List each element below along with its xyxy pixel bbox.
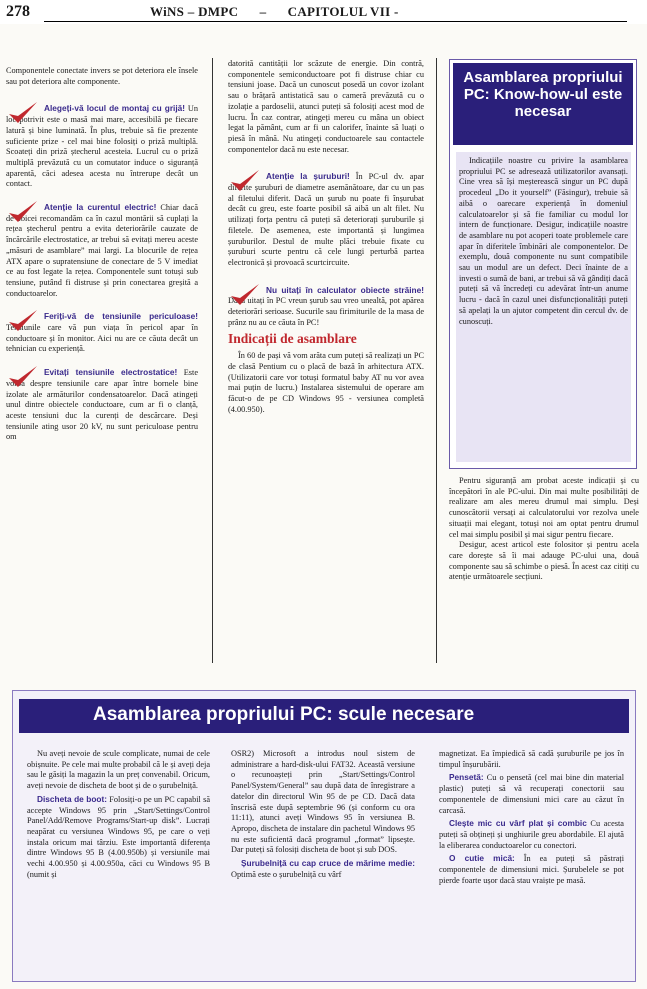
tip-text: Dacă uitați în PC vreun șurub sau vreo unealtă, pot apărea deteriorări serioase. Sucurile sau firimiturile de la masa de prânz nu au ce căuta în PC! xyxy=(228,296,424,327)
tools-panel-title: Asamblarea propriului PC: scule necesare xyxy=(93,704,475,725)
tools-panel xyxy=(12,690,636,982)
tip-section xyxy=(6,202,198,299)
tools-column-2 xyxy=(231,749,415,882)
paragraph: Nu aveți nevoie de scule complicate, numai de cele obișnuite. Pe cele mai multe probabil că le și aveți deja sau le găsiți la magazin la un preț convenabil. Oricum, aveți nevoie de discheta de boot și de o șurubelniță. xyxy=(27,749,210,791)
tip-text: Tensiunile care vă pun viața în pericol apar în conductoare și în monitor. Aici nu are ce căuta decât un tehnician cu experiență. xyxy=(6,323,198,354)
header-rule xyxy=(44,21,627,22)
keyword: Clește mic cu vârf plat și combic xyxy=(449,818,587,829)
tip-title: Evitați tensiunile electrostatice! xyxy=(44,367,178,378)
tools-column-3 xyxy=(439,749,624,888)
page-number: 278 xyxy=(6,3,30,20)
paragraph: OSR2) Microsoft a introdus noul sistem de administrare a hard-disk-ului FAT32. Această versiune o recunoașteți prin „Start/Settings/Control Panel/System/General” sau după data de înregistrare a datelor din directorul Win 95 de pe CD. Dacă data înscrisă este după septembrie 96 (și conform cu ora 11:11), atunci aveți Windows 95 în versiunea B. Apropo, discheta de instalare din pachetul Windows 95 nu este suficientă dacă programul „format” lipsește. Dar puteți să folosiți discheta de boot și sub DOS. xyxy=(231,749,415,855)
checkmark-icon xyxy=(6,364,40,390)
tip-title: Alegeți-vă locul de montaj cu grijă! xyxy=(44,103,186,114)
page-header xyxy=(0,0,647,24)
tip-title: Feriți-vă de tensiunile periculoase! xyxy=(44,311,198,322)
paragraph: În 60 de pași vă vom arăta cum puteți să realizați un PC de clasă Pentium cu o placă de bază în arhitectura ATX. (Utilizatorii care vor totuși formatul baby AT nu vor avea mai puțin de lucru.) Instalarea sistemului de operare am făcut-o de pe CD Windows 95 - versiunea completă (4.00.950). xyxy=(228,351,424,414)
checkmark-icon xyxy=(228,168,262,194)
tip-title: Atenție la șuruburi! xyxy=(266,171,350,182)
text: Folosiți-o pe un PC capabil să accepte Windows 95 prin „Start/Settings/Control Panel/Add/Remove Programs/Start-up disk”. Lucrați neapărat cu versiunea Windows 95, pe care o veți instala oricum mai târziu. Este importantă diferența dintre Windows 95 B (4.00.950b) și versiunile mai vechi 4.00.950 și 4.00.950a, căci cu Windows 95 B (numit și xyxy=(27,794,210,879)
paragraph: magnetizat. Ea împiedică să cadă șuruburile pe jos în timpul înșurubării. xyxy=(439,749,624,769)
info-box-body xyxy=(456,152,631,462)
tip-section xyxy=(228,285,424,329)
paragraph xyxy=(439,853,624,886)
checkmark-icon xyxy=(6,100,40,126)
paragraph: datorită cantității lor scăzute de energie. Din contră, componentele semiconductoare pot fi distruse chiar cu tensiuni joase. Dacă un cunoscut posedă un covor izolant sau o brățară antistatică sau o cameră prevăzută cu o izolație a pardoselii, atunci puteți să folosiți acest mod de lucru. În caz contrar, atingeți mereu cu mâna un obiect legat la pământ, cum ar fi un calorifer, înainte să luați o piesă în mână. Nu atingeți conductoarele sau contactele componentelor dacă nu este necesar. xyxy=(228,59,424,154)
section-heading: Indicații de asamblare xyxy=(228,331,357,347)
keyword: Discheta de boot: xyxy=(37,793,107,804)
tip-section xyxy=(6,367,198,443)
column-divider xyxy=(212,58,213,663)
tip-title: Atenție la curentul electric! xyxy=(44,202,157,213)
tip-section xyxy=(228,171,424,268)
paragraph xyxy=(231,858,415,880)
info-box-title: Asamblarea propriului PC: Know-how-ul este necesar xyxy=(463,69,623,120)
running-title: WiNS – DMPC – CAPITOLUL VII - xyxy=(150,4,399,19)
keyword: Pensetă: xyxy=(449,772,484,783)
text: Cu acesta puteți să obțineți și unghiurile greu abordabile. El ajută la eliberarea conductoarelor cu conectori. xyxy=(439,819,624,850)
tip-section xyxy=(6,103,198,190)
keyword: O cutie mică: xyxy=(449,853,515,864)
text: Optimă este o șurubelniță cu vârf xyxy=(231,869,342,879)
column-3 xyxy=(449,476,639,583)
paragraph: Pentru siguranță am probat aceste indicații și cu începători în ale PC-ului. Din mai multe posibilități de realizare am ales mereu drumul mai simplu. Deși cunoscătorii versați ai calculatorului vor rezolva unele situații mai elegant, totuși noi am optat pentru drumul cel mai simplu posibil și mai sigur pentru fiecare. xyxy=(449,476,639,539)
paragraph: Componentele conectate invers se pot deteriora ele însele sau pot deteriora alte componente. xyxy=(6,66,198,86)
paragraph xyxy=(27,794,210,881)
info-box-header xyxy=(453,63,633,145)
checkmark-icon xyxy=(228,282,262,308)
text: În ea puteți să păstrați componentele de dimensiuni mici. Șurubelele se pot pierde foarte ușor dacă stau vraiște pe masă. xyxy=(439,854,624,885)
paragraph xyxy=(439,818,624,851)
column-1 xyxy=(6,66,198,443)
tools-panel-header xyxy=(19,699,629,733)
tip-section xyxy=(6,311,198,355)
tip-title: Nu uitați în calculator obiecte străine! xyxy=(266,284,424,295)
keyword: Șurubelniță cu cap cruce de mărime medie: xyxy=(241,858,415,869)
column-2 xyxy=(228,59,424,415)
tip-text: Este vorba despre tensiunile care apar între bornele bine izolate ale armăturilor condensatoarelor. Dacă atingeți unul dintre obiectele conductoare, cum ar fi o clanță, aceste tensiuni duc la curenți de descărcare. Deși tensiunile ating usor 20 kV, nu sunt periculoase pentru om xyxy=(6,368,199,442)
checkmark-icon xyxy=(6,199,40,225)
tip-text: Chiar dacă de obicei recomandăm ca în cazul montării să cuplați la rețea ștecherul pentru a evita deteriorările cauzate de încărcările electrostatice, ar trebui să evitați mereu aceste „măsuri de asamblare” mai largi. La blocurile de rețea ATX apare o supratensiune de conectare de 5 V imediat ce au fost legate la rețea. Componentele sunt totuși sub tensiune, putând fi distruse și prin conectarea greșită a conductoarelor. xyxy=(6,203,199,298)
tools-column-1 xyxy=(27,749,210,882)
info-box xyxy=(449,59,637,469)
tip-text: În PC-ul dv. apar diferite șuruburi de diametre asemănătoare, dar cu un pas al filetului diferit. Dacă un șurub nu poate fi înșurubat decât cu greu, este foarte posibil să aibă un alt filet. Nu utilizați forța pentru că puteți să deteriorați șuruburile și filetele. De asemenea, este importantă și lungimea șuruburilor. Destul de multe plăci trebuie fixate cu șuruburi scurte pentru că cele lungi perturbă partea electronică și provoacă scurtcircuite. xyxy=(228,172,424,267)
paragraph: Desigur, acest articol este folositor și pentru acela care dorește să îi mai adauge PC-ului una, două componente sau să schimbe o piesă. În acest caz citiți cu atenție următoarele secțiuni. xyxy=(449,540,639,582)
info-box-text: Indicațiile noastre cu privire la asamblarea propriului PC se adresează utilizatorilor avansați. Cine vrea să își meșterească singur un PC după procedeul „Do it yourself” (Făsingur), trebuie să aibă o oarecare experiență în domeniul calculatoarelor și să fie familiar cu modul lor intern de funcționare. Desigur, indicațiile noastre de asamblare nu pot acoperi toate problemele care apar în diferitele îmbinări ale componentelor. De exemplu, două componente nu sunt compatibile sau un modul are un defect. Deci înainte de a investi o sumă de bani, ar trebui să vă gândiți dacă puteți să vă încredeți cu adevărat într-un anume lucru - dacă în cazul unei disfuncționalități puteți să apelați la un ajutor competent din cercul dv. de cunoscuți. xyxy=(459,156,628,326)
text: Cu o pensetă (cel mai bine din material plastic) puteți să vă recuperați conectorii sau componentele de dimensiuni mici care au căzut în carcasă. xyxy=(439,773,624,815)
paragraph xyxy=(439,772,624,816)
tip-text: Un loc potrivit este o masă mai mare, accesibilă pe fiecare latură și bine luminată. În plus, trebuie să fie prezente suficiente prize - cel mai bine folosiți o priză multiplă. Scoateți din priză ștecherul acesteia. Lucrul cu o priză multiplă prevăzută cu un comutator induce o siguranță aparentă, căci adesea acesta nu întrerupe decât un contact. xyxy=(6,104,198,189)
checkmark-icon xyxy=(6,308,40,334)
column-divider xyxy=(436,58,437,663)
